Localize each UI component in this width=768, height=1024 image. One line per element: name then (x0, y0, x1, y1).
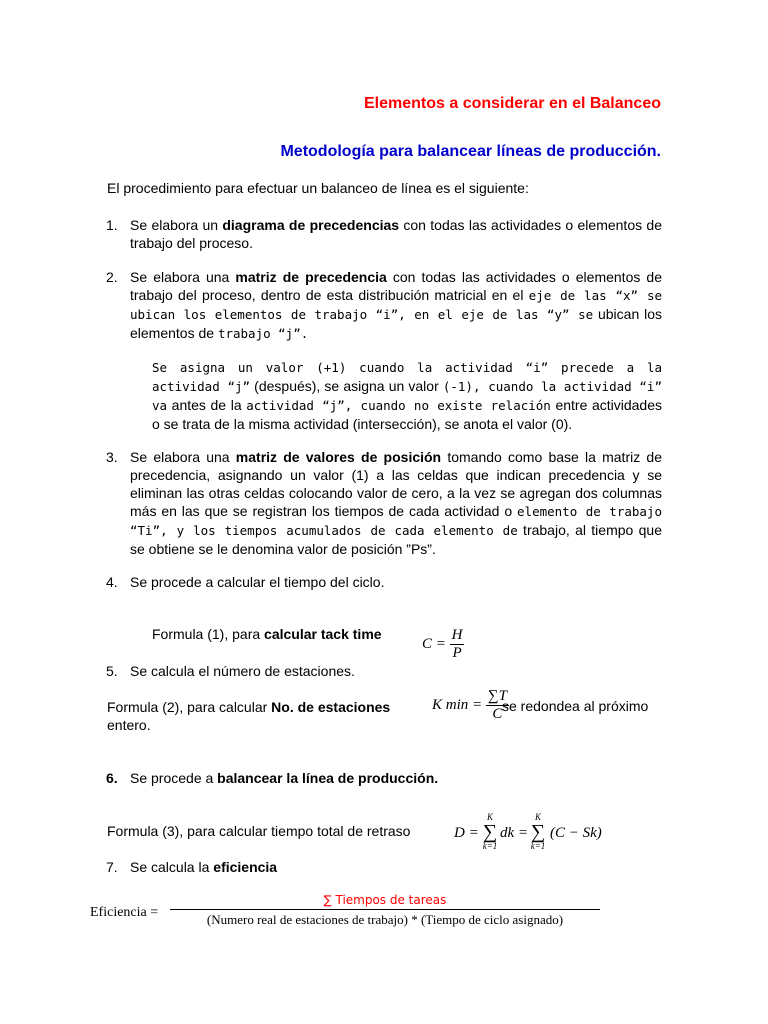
formula-1-numerator: H (451, 627, 463, 643)
formula-2-denominator: C (492, 706, 503, 722)
step-5: 5. Se calcula el número de estaciones. (106, 663, 355, 679)
efficiency-label: Eficiencia = (90, 905, 159, 920)
formula-1-expression: C = $\frac{H}{P}$ (422, 627, 463, 661)
formula-2-expression: K min = $\frac{\sum T}{C}$ (432, 688, 507, 722)
intro-text: El procedimiento para efectuar un balanceo de línea es el siguiente: (107, 180, 529, 196)
formula-1-denominator: P (452, 645, 462, 661)
document-heading: Elementos a considerar en el Balanceo (363, 95, 661, 112)
step-7: 7. Se calcula la eficiencia (106, 859, 278, 875)
formula-3-text: Formula (3), para calcular tiempo total de retraso (107, 823, 411, 839)
step-6: 6. Se procede a balancear la línea de producción. (106, 770, 439, 786)
step-2: 2. Se elabora una matriz de precedencia con todas las actividades o elementos de trabajo del proceso, dentro de esta distribución matricial en el eje de las “x” se ubican los elementos de trabajo “i”, en el eje de las “y” se ubican los elementos de trabajo “j”. (106, 269, 662, 341)
formula-1-text: Formula (1), para calcular tack time (152, 626, 382, 642)
efficiency-numerator: ∑ Tiempos de tareas (170, 893, 600, 910)
step-2-paragraph: Se asigna un valor (+1) cuando la actividad “i” precede a la actividad “j” (después), se asigna un valor (-1), cuando la actividad “i” va antes de la actividad “j”, cuando no existe relación entre actividades o se trata de la misma actividad (intersección), se anota el valor (0). (152, 360, 663, 432)
formula-2-text: Formula (2), para calcular No. de estaciones entero. (107, 699, 391, 733)
step-1: 1. Se elabora un diagrama de precedencias con todas las actividades o elementos de trabajo del proceso. (106, 217, 662, 251)
efficiency-fraction (170, 893, 600, 928)
formula-2-tail: se redondea al próximo (502, 698, 649, 714)
step-3: 3. Se elabora una matriz de valores de posición tomando como base la matriz de precedencia, asignando un valor (1) a las celdas que indican precedencia y se eliminan las otras celdas colocando valor de cero, a la vez se agregan dos columnas más en las que se registran los tiempos de cada actividad o elemento de trabajo “Ti”, y los tiempos acumulados de cada elemento de trabajo, al tiempo que se obtiene se le denomina valor de posición ”Ps”. (106, 449, 662, 557)
formula-3-sum-2: K ∑ k=1 (530, 812, 546, 851)
formula-2-numerator: ∑T (487, 688, 507, 704)
efficiency-denominator: (Numero real de estaciones de trabajo) * (Tiempo de ciclo asignado) (206, 912, 564, 927)
step-4: 4. Se procede a calcular el tiempo del ciclo. (106, 574, 385, 590)
formula-3-sum-1: K ∑ k=1 (482, 812, 498, 851)
document-subheading: Metodología para balancear líneas de producción. (280, 143, 661, 160)
